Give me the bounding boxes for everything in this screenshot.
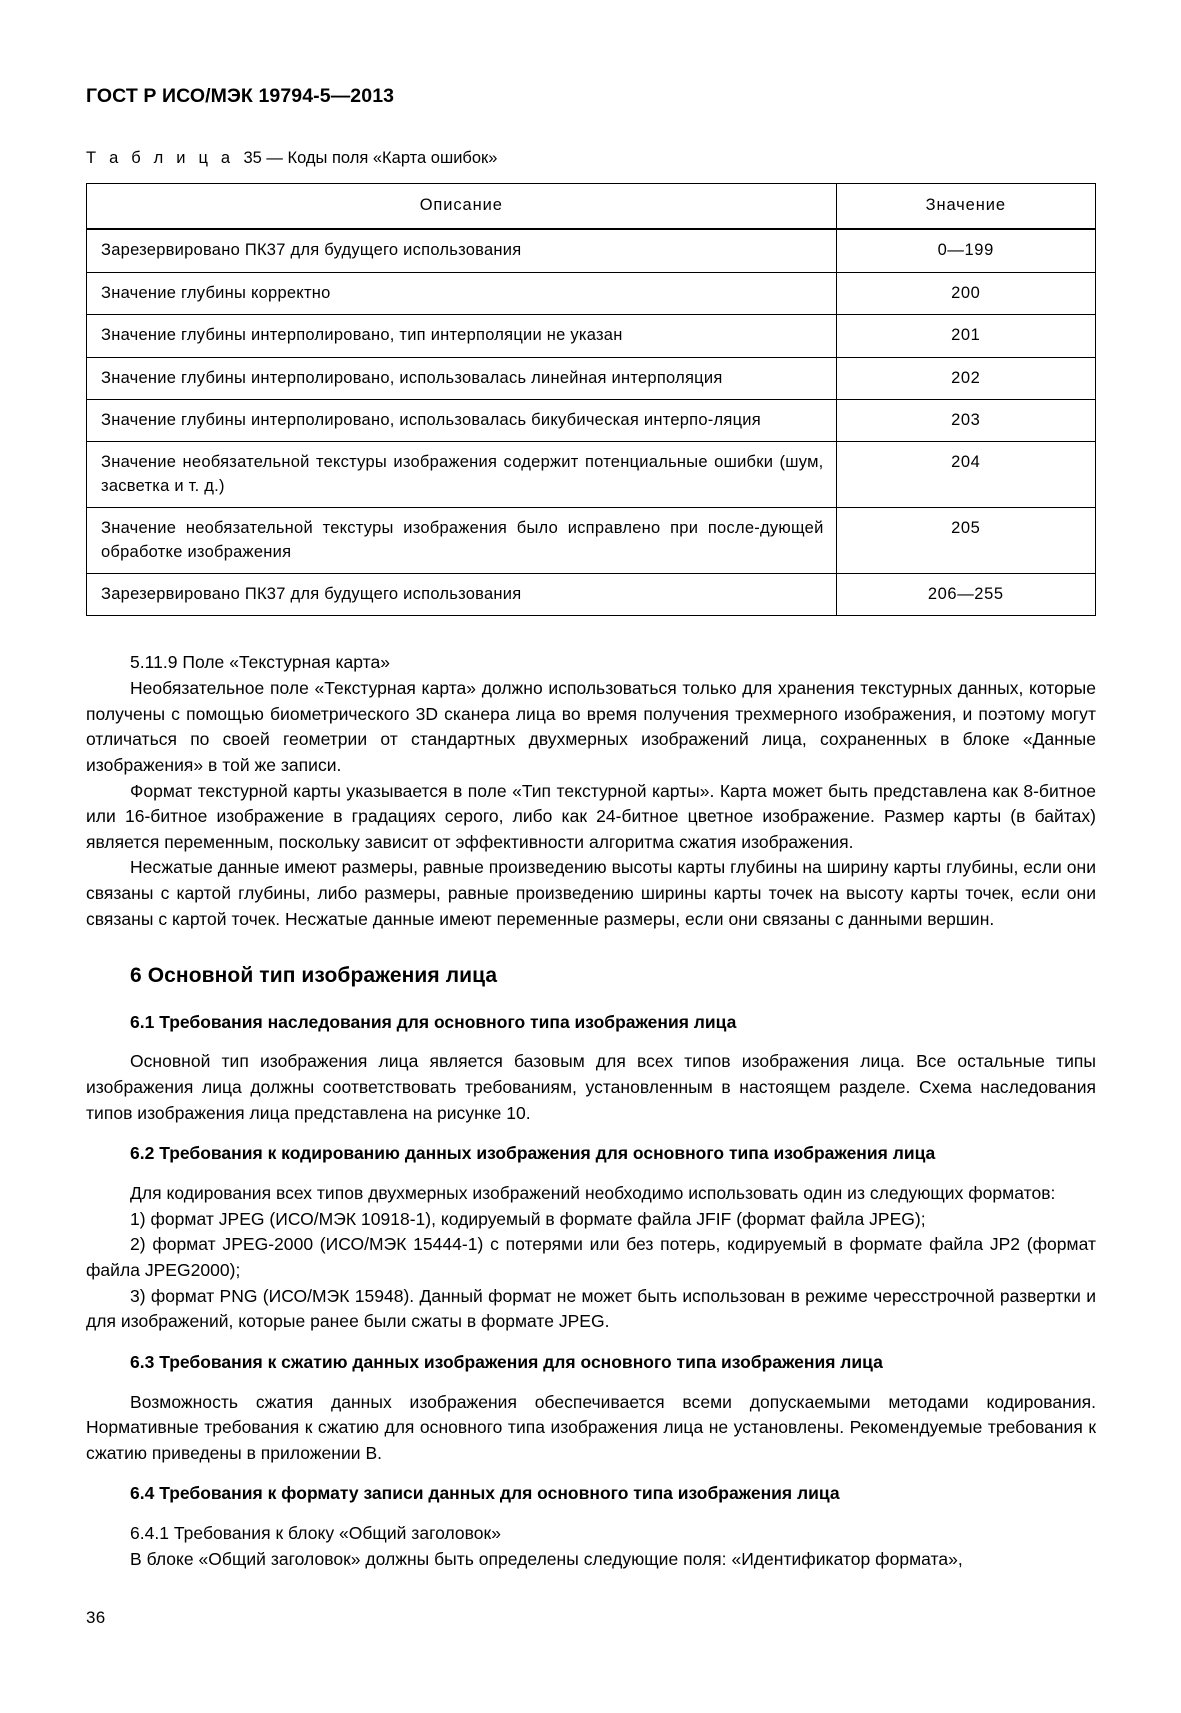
section-6-3-heading: 6.3 Требования к сжатию данных изображения для основного типа изображения лица (130, 1351, 883, 1372)
cell-description: Значение необязательной текстуры изображения было исправлено при после-дующей обработке изображения (87, 508, 837, 574)
cell-description: Зарезервировано ПК37 для будущего использования (87, 574, 837, 616)
cell-description: Значение необязательной текстуры изображения содержит потенциальные ошибки (шум, засветка и т. д.) (87, 442, 837, 508)
section-6-heading: 6 Основной тип изображения лица (130, 964, 498, 988)
error-map-codes-table (86, 183, 1096, 616)
section-6-1-heading: 6.1 Требования наследования для основного типа изображения лица (130, 1011, 737, 1032)
table-row (87, 272, 1096, 314)
cell-description: Значение глубины интерполировано, использовалась бикубическая интерпо-ляция (87, 399, 837, 441)
cell-description: Значение глубины интерполировано, тип интерполяции не указан (87, 315, 837, 357)
list-item-6-2-2: 2) формат JPEG-2000 (ИСО/МЭК 15444-1) с потерями или без потерь, кодируемый в формате файла JP2 (формат файла JPEG2000); (86, 1234, 1096, 1280)
spacer (86, 1335, 1096, 1351)
spacer (86, 616, 1096, 650)
spacer (86, 1033, 1096, 1049)
table-header-row (87, 184, 1096, 230)
table-header (87, 184, 1096, 230)
cell-value: 203 (836, 399, 1095, 441)
table-row (87, 399, 1096, 441)
spacer (86, 932, 1096, 962)
clause-6-4-1-title: 6.4.1 Требования к блоку «Общий заголовок» (130, 1523, 501, 1544)
page-content (86, 0, 1096, 1572)
table-row (87, 357, 1096, 399)
table-row (87, 574, 1096, 616)
cell-description: Значение глубины интерполировано, использовалась линейная интерполяция (87, 357, 837, 399)
page-number: 36 (86, 1608, 106, 1627)
spacer (86, 1505, 1096, 1521)
list-item-6-2-1: 1) формат JPEG (ИСО/МЭК 10918-1), кодируемый в формате файла JFIF (формат файла JPEG); (130, 1208, 926, 1229)
clause-5-11-9-title: 5.11.9 Поле «Текстурная карта» (130, 652, 390, 673)
paragraph-5-11-9-3: Несжатые данные имеют размеры, равные произведению высоты карты глубины на ширину карты глубины, если они связаны с картой глубины, либо размеры, равные произведению ширины карты точек на высоту карты точек, если они связаны с картой точек. Несжатые данные имеют переменные размеры, если они связаны с данными вершин. (86, 857, 1096, 929)
cell-value: 200 (836, 272, 1095, 314)
paragraph-5-11-9-1: Необязательное поле «Текстурная карта» должно использоваться только для хранения текстурных данных, которые получены с помощью биометрического 3D сканера лица во время получения трехмерного изображения, и поэтому могут отличаться по своей геометрии от стандартных двухмерных изображений лица, сохраненных в блоке «Данные изображения» в той же записи. (86, 678, 1096, 775)
column-header-description: Описание (87, 184, 837, 230)
spacer (86, 990, 1096, 1011)
cell-value: 201 (836, 315, 1095, 357)
cell-value: 202 (836, 357, 1095, 399)
table-caption-label: Т а б л и ц а (86, 149, 235, 168)
column-header-value: Значение (836, 184, 1095, 230)
section-6-2-heading: 6.2 Требования к кодированию данных изображения для основного типа изображения лица (130, 1143, 936, 1164)
cell-value: 0—199 (836, 229, 1095, 272)
paragraph-5-11-9-2: Формат текстурной карты указывается в поле «Тип текстурной карты». Карта может быть представлена как 8-битное или 16-битное изображение в градациях серого, либо как 24-битное цветное изображение. Размер карты (в байтах) является переменным, поскольку зависит от эффективности алгоритма сжатия изображения. (86, 780, 1096, 852)
paragraph-6-4-1: В блоке «Общий заголовок» должны быть определены следующие поля: «Идентификатор формата», (130, 1548, 963, 1569)
cell-value: 205 (836, 508, 1095, 574)
list-item-6-2-3: 3) формат PNG (ИСО/МЭК 15948). Данный формат не может быть использован в режиме чересстрочной развертки и для изображений, которые ранее были сжаты в формате JPEG. (86, 1285, 1096, 1332)
spacer (86, 1374, 1096, 1390)
table-body (87, 229, 1096, 616)
cell-value: 206—255 (836, 574, 1095, 616)
section-6-4-heading: 6.4 Требования к формату записи данных для основного типа изображения лица (130, 1483, 840, 1504)
table-row (87, 508, 1096, 574)
cell-description: Значение глубины корректно (87, 272, 837, 314)
cell-value: 204 (836, 442, 1095, 508)
paragraph-6-2: Для кодирования всех типов двухмерных изображений необходимо использовать один из следующих форматов: (130, 1183, 1056, 1203)
table-row (87, 229, 1096, 272)
paragraph-6-1: Основной тип изображения лица является базовым для всех типов изображения лица. Все остальные типы изображения лица должны соответствовать требованиям, установленным в настоящем разделе. Схема наследования типов изображения лица представлена на рисунке 10. (86, 1051, 1096, 1123)
spacer (86, 1466, 1096, 1482)
cell-description: Зарезервировано ПК37 для будущего использования (87, 229, 837, 272)
table-caption-text: 35 — Коды поля «Карта ошибок» (234, 149, 498, 168)
table-row (87, 442, 1096, 508)
spacer (86, 1126, 1096, 1142)
document-header-standard-id: ГОСТ Р ИСО/МЭК 19794-5—2013 (86, 85, 395, 107)
table-caption (86, 149, 1096, 169)
paragraph-6-3: Возможность сжатия данных изображения обеспечивается всеми допускаемыми методами кодирования. Нормативные требования к сжатию для основного типа изображения лица не установлены. Рекомендуемые требования к сжатию приведены в приложении В. (86, 1391, 1096, 1463)
spacer (86, 1165, 1096, 1181)
table-row (87, 315, 1096, 357)
